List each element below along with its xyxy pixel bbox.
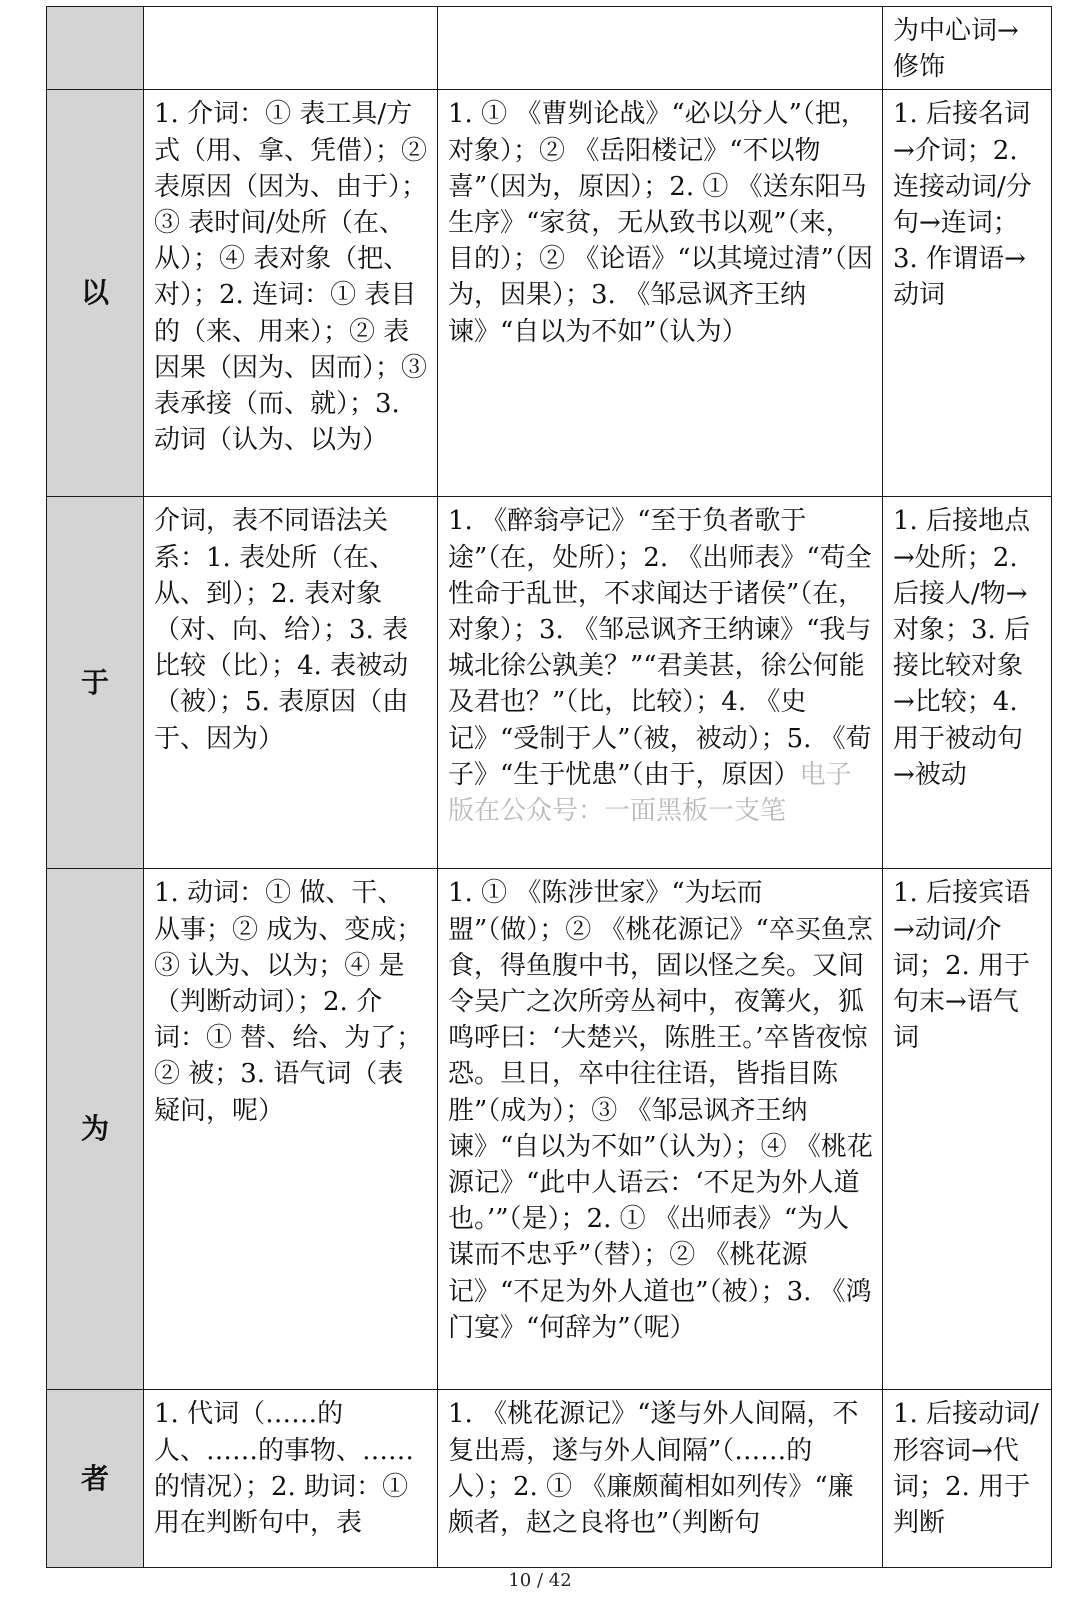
examples-text: 1. 《桃花源记》“遂与外人间隔，不复出焉，遂与外人间隔”（……的人）；2. ① 《廉颇蔺相如列传》“廉颇者，赵之良将也”（判断句: [448, 1399, 859, 1539]
method-cell: 1. 后接宾语→动词/介词；2. 用于句末→语气词: [883, 869, 1052, 1390]
table-row: [47, 497, 1052, 869]
table-row: [47, 90, 1052, 497]
examples-text: 1. ① 《曹刿论战》“必以分人”（把，对象）；② 《岳阳楼记》“不以物喜”（因为，原因）；2. ① 《送东阳马生序》“家贫，无从致书以观”（来，目的）；② 《论语》“以其境过清”（因为，因果）；3. 《邹忌讽齐王纳谏》“自以为不如”（认为）: [448, 99, 873, 347]
usage-cell: 介词，表不同语法关系：1. 表处所（在、从、到）；2. 表对象（对、向、给）；3. 表比较（比）；4. 表被动（被）；5. 表原因（由于、因为）: [144, 497, 438, 869]
method-cell: 1. 后接名词→介词；2. 连接动词/分句→连词；3. 作谓语→动词: [883, 90, 1052, 497]
watermark-text: 电子版在公众号：一面黑板一支笔: [448, 759, 852, 827]
usage-cell: 1. 介词：① 表工具/方式（用、拿、凭借）；② 表原因（因为、由于）；③ 表时间/处所（在、从）；④ 表对象（把、对）；2. 连词：① 表目的（来、用来）；② 表因果（因为、因而）；③ 表承接（而、就）；3. 动词（认为、以为）: [144, 90, 438, 497]
examples-text: 1. 《醉翁亭记》“至于负者歌于途”（在，处所）；2. 《出师表》“苟全性命于乱世，不求闻达于诸侯”（在，对象）；3. 《邹忌讽齐王纳谏》“我与城北徐公孰美？”“君美甚，徐公何能及君也？”（比，比较）；4. 《史记》“受制于人”（被，被动）；5. 《荀子》“生于忧患”（由于，原因）: [448, 506, 872, 790]
page-number: 10 / 42: [508, 1570, 572, 1591]
examples-text: 1. ① 《陈涉世家》“为坛而盟”（做）；② 《桃花源记》“卒买鱼烹食，得鱼腹中书，固以怪之矣。又间令吴广之次所旁丛祠中，夜篝火，狐鸣呼曰：‘大楚兴，陈胜王。’卒皆夜惊恐。旦日，卒中往往语，皆指目陈胜”（成为）；③ 《邹忌讽齐王纳谏》“自以为不如”（认为）；④ 《桃花源记》“此中人语云：‘不足为外人道也。’”（是）；2. ① 《出师表》“为人谋而不忠乎”（替）；② 《桃花源记》“不足为外人道也”（被）；3. 《鸿门宴》“何辞为”（呢）: [448, 878, 873, 1343]
word-cell: 以: [47, 90, 144, 497]
table-row: [47, 869, 1052, 1390]
method-cell: 1. 后接地点→处所；2. 后接人/物→对象；3. 后接比较对象→比较；4. 用于被动句→被动: [883, 497, 1052, 869]
particle-usage-table: [46, 6, 1052, 1568]
examples-cell: [438, 7, 883, 90]
examples-cell: [438, 1390, 883, 1568]
word-cell: 于: [47, 497, 144, 869]
usage-cell: 1. 代词（……的人、……的事物、……的情况）；2. 助词：① 用在判断句中，表: [144, 1390, 438, 1568]
word-cell: 为: [47, 869, 144, 1390]
table-row: [47, 1390, 1052, 1568]
examples-cell: [438, 497, 883, 869]
method-cell: 为中心词→修饰: [883, 7, 1052, 90]
examples-cell: [438, 869, 883, 1390]
table-row: [47, 7, 1052, 90]
examples-cell: [438, 90, 883, 497]
method-cell: 1. 后接动词/形容词→代词；2. 用于判断: [883, 1390, 1052, 1568]
usage-cell: [144, 7, 438, 90]
word-cell: 者: [47, 1390, 144, 1568]
usage-cell: 1. 动词：① 做、干、从事；② 成为、变成；③ 认为、以为；④ 是（判断动词）；2. 介词：① 替、给、为了；② 被；3. 语气词（表疑问，呢）: [144, 869, 438, 1390]
word-cell: [47, 7, 144, 90]
